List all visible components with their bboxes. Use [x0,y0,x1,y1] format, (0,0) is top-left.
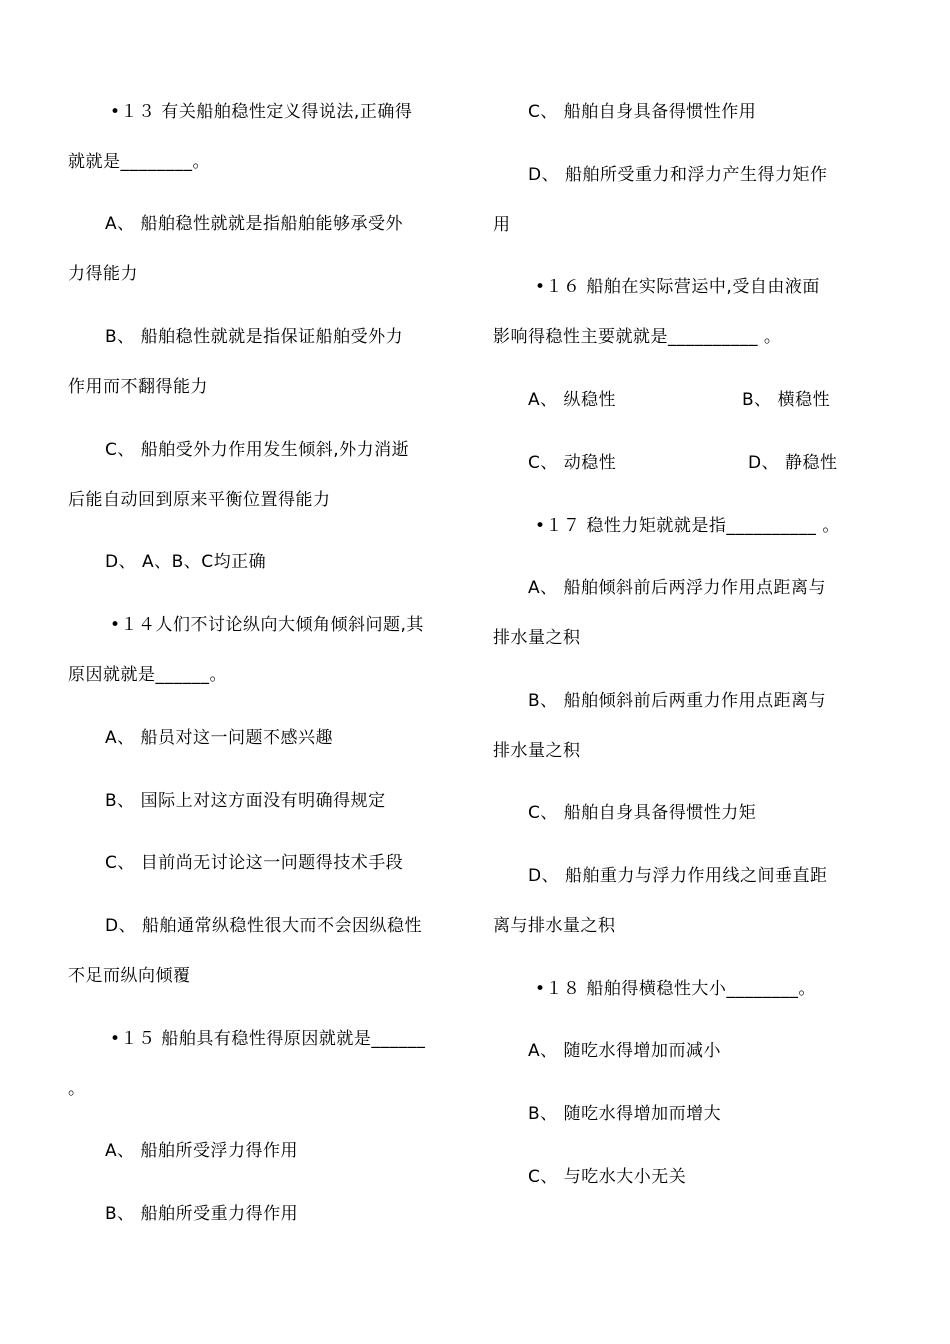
q13-option-c: C、 船舶受外力作用发生倾斜,外力消逝 [105,440,410,460]
q13-option-b: B、 船舶稳性就就是指保证船舶受外力 [105,327,404,347]
q14-option-b: B、 国际上对这方面没有明确得规定 [105,791,386,811]
q13-option-b-cont: 作用而不翻得能力 [68,377,208,397]
q14-stem: •１４人们不讨论纵向大倾角倾斜问题,其 [110,615,424,635]
q14-stem-cont: 原因就就是______。 [68,665,227,685]
q15-option-d: D、 船舶所受重力和浮力产生得力矩作 [528,165,828,185]
q17-stem: •１７ 稳性力矩就就是指__________ 。 [535,516,840,536]
q15-option-b: B、 船舶所受重力得作用 [105,1204,299,1224]
q13-stem: •１３ 有关船舶稳性定义得说法,正确得 [110,102,413,122]
q16-option-c: C、 动稳性 [528,453,617,473]
q15-stem-cont: 。 [68,1079,86,1099]
q13-option-d: D、 A、B、C均正确 [105,552,267,572]
q13-option-a: A、 船舶稳性就就是指船舶能够承受外 [105,214,404,234]
q16-stem: •１６ 船舶在实际营运中,受自由液面 [535,277,820,297]
q16-option-a: A、 纵稳性 [528,390,617,410]
q17-option-a-cont: 排水量之积 [493,628,581,648]
q17-option-b: B、 船舶倾斜前后两重力作用点距离与 [528,691,827,711]
q18-option-b: B、 随吃水得增加而增大 [528,1104,722,1124]
q17-option-d: D、 船舶重力与浮力作用线之间垂直距 [528,866,828,886]
q14-option-d-cont: 不足而纵向倾覆 [68,966,191,986]
q15-option-a: A、 船舶所受浮力得作用 [105,1141,299,1161]
q13-option-c-cont: 后能自动回到原来平衡位置得能力 [68,490,331,510]
q16-option-d: D、 静稳性 [748,453,838,473]
q15-option-c: C、 船舶自身具备得惯性作用 [528,102,757,122]
q18-option-a: A、 随吃水得增加而减小 [528,1041,722,1061]
q18-stem: •１８ 船舶得横稳性大小________。 [535,979,816,999]
q16-option-b: B、 横稳性 [742,390,831,410]
q18-option-c: C、 与吃水大小无关 [528,1167,687,1187]
q17-option-c: C、 船舶自身具备得惯性力矩 [528,803,757,823]
q14-option-c: C、 目前尚无讨论这一问题得技术手段 [105,853,404,873]
q14-option-a: A、 船员对这一问题不感兴趣 [105,728,334,748]
q17-option-d-cont: 离与排水量之积 [493,916,616,936]
q17-option-a: A、 船舶倾斜前后两浮力作用点距离与 [528,578,827,598]
q14-option-d: D、 船舶通常纵稳性很大而不会因纵稳性 [105,916,422,936]
q15-option-d-cont: 用 [493,215,511,235]
q15-stem: •１５ 船舶具有稳性得原因就就是______ [110,1029,426,1049]
q17-option-b-cont: 排水量之积 [493,741,581,761]
q13-option-a-cont: 力得能力 [68,264,138,284]
q13-stem-cont: 就就是________。 [68,152,210,172]
q16-stem-cont: 影响得稳性主要就就是__________ 。 [493,327,782,347]
